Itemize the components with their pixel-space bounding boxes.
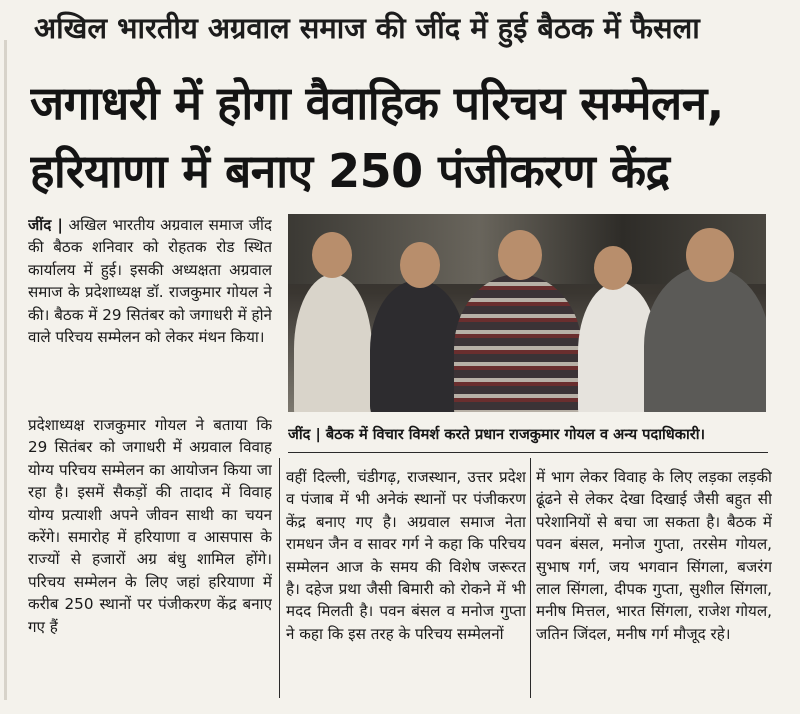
person-2 — [370, 280, 466, 412]
headline-line-1: जगाधरी में होगा वैवाहिक परिचय सम्मेलन, — [30, 76, 724, 130]
person-3-head — [498, 230, 542, 280]
person-5-head — [686, 228, 734, 282]
headline-line-2: हरियाणा में बनाए 250 पंजीकरण केंद्र — [30, 144, 670, 198]
dateline: जींद | — [28, 216, 63, 234]
caption-rule — [288, 452, 768, 453]
person-1 — [294, 274, 372, 412]
page-fold-edge — [4, 40, 7, 700]
article-kicker: अखिल भारतीय अग्रवाल समाज की जींद में हुई बैठक में फैसला — [34, 11, 700, 45]
body-column-3: में भाग लेकर विवाह के लिए लड़का लड़की ढूंढने से लेकर देखा दिखाई जैसी बहुत सी परेशानियों से बचा जा सकता है। बैठक में पवन बंसल, मनोज गुप्ता, तरसेम गोयल, सुभाष गर्ग, जय भगवान सिंगला, बजरंग लाल सिंगला, दीपक गुप्ता, सुशील सिंगला, मनीष मित्तल, भारत सिंगला, राजेश गोयल, जतिन जिंदल, मनीष गर्ग मौजूद रहे। — [536, 468, 772, 643]
lead-text: अखिल भारतीय अग्रवाल समाज जींद की बैठक शनिवार को रोहतक रोड स्थित कार्यालय में हुई। इसकी अध्यक्षता अग्रवाल समाज के प्रदेशाध्यक्ष डॉ. राजकुमार गोयल ने की। बैठक में 29 सितंबर को जगाधरी में होने वाले परिचय सम्मेलन को लेकर मंथन किया। — [28, 216, 272, 347]
body-column-2: वहीं दिल्ली, चंडीगढ़, राजस्थान, उत्तर प्रदेश व पंजाब में भी अनेकं स्थानों पर पंजीकरण केंद्र बनाए गए है। अग्रवाल समाज नेता रामधन जैन व सावर गर्ग ने कहा कि परिचय सम्मेलन आज के समय की विशेष जरूरत है। दहेज प्रथा जैसी बिमारी को रोकने में भी मदद मिलती है। पवन बंसल व मनोज गुप्ता ने कहा कि इस तरह के परिचय सम्मेलनों — [286, 468, 526, 643]
person-2-head — [400, 242, 440, 288]
person-1-head — [312, 232, 352, 278]
photo-caption: जींद | बैठक में विचार विमर्श करते प्रधान राजकुमार गोयल व अन्य पदाधिकारी। — [288, 426, 706, 443]
body-column-1: प्रदेशाध्यक्ष राजकुमार गोयल ने बताया कि 29 सितंबर को जगाधरी में अग्रवाल विवाह योग्य परिचय सम्मेलन का आयोजन किया जा रहा है। इसमें सैकड़ों की तादाद में विवाह योग्य प्रत्याशी अपने जीवन साथी का चयन करेंगे। समारोह में हरियाणा व आसपास के राज्यों से हजारों अग्र बंधु शामिल होंगे। परिचय सम्मेलन के लिए जहां हरियाणा में करीब 250 स्थानों पर पंजीकरण केंद्र बनाए गए हैं — [28, 416, 272, 636]
column-rule-1 — [279, 458, 280, 698]
person-3 — [454, 274, 582, 412]
column-rule-2 — [530, 458, 531, 698]
person-5 — [644, 266, 766, 412]
person-4-head — [594, 246, 632, 290]
lead-paragraph — [28, 214, 272, 414]
meeting-photo — [288, 214, 766, 412]
